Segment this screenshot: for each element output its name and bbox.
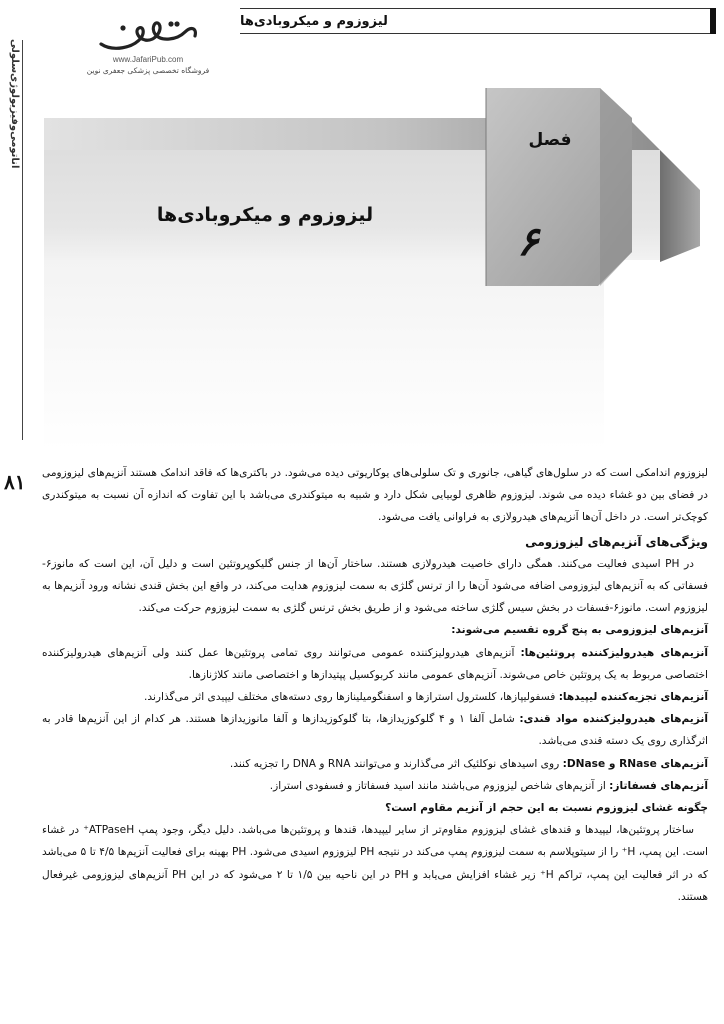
chapter-banner [0, 0, 724, 460]
intro-paragraph: لیزوزوم اندامکی است که در سلول‌های گیاهی، جانوری و تک سلولی‌های یوکاریوتی دیده می‌شود. در باکتری‌ها که فاقد اندامک هستند آنزیم‌های لیزوزومی در فضای بین دو غشاء دیده می شوند. لیزوزوم ظاهری لوبیایی شکل دارد و شبیه به میتوکندری می‌باشد با این تفاوت که اندازه آن نسبت به میتوکندری کوچک‌تر است. در داخل آن‌ها آنزیم‌های هیدرولازی به فراوانی یافت می‌شود. [42, 467, 708, 524]
protein-enzymes-text: آنزیم‌های هیدرولیزکننده عمومی می‌توانند روی تمامی پروتئین‌ها عمل کنند ولی آنزیم‌های هیدرولیزکننده اختصاصی مربوط به یک پروتئین خاص می‌شوند. آنزیم‌های عمومی مانند کربوکسیل پپتیدازها و اختصاصی مانند کلاژنازها. [42, 646, 708, 681]
side-book-title: آناتومی‌وفیزیولوژی‌سلولی [9, 38, 20, 168]
membrane-question: چگونه غشای لیزوزوم نسبت به این حجم از آنزیم مقاوم است؟ [385, 802, 708, 815]
nuclease-enzymes-text: روی اسیدهای نوکلئیک اثر می‌گذارند و می‌توانند RNA و DNA را تجزیه کنند. [229, 757, 563, 770]
chapter-number: ۶ [517, 218, 539, 265]
phosphatase-enzymes-label: آنزیم‌های فسفاتاز: [609, 779, 708, 792]
sugar-enzymes-item [42, 708, 708, 752]
publisher-tagline: فروشگاه تخصصی پزشکی جعفری نوین [86, 66, 210, 75]
sugar-enzymes-label: آنزیم‌های هیدرولیزکننده مواد قندی: [519, 713, 708, 726]
lipid-enzymes-label: آنزیم‌های تجزیه‌کننده لیپیدها: [558, 691, 708, 704]
enzyme-groups-title: آنزیم‌های لیزوزومی به پنج گروه تقسیم می‌شوند: [451, 624, 708, 637]
membrane-answer: ساختار پروتئین‌ها، لیپیدها و قندهای غشای لیزوزوم مقاوم‌تر از سایر لیپیدها، قندها و پروتئین‌ها می‌باشد. دلیل دیگر، وجود پمپ ATPaseH⁺ در غشاء است. این پمپ، H⁺ را از سیتوپلاسم به سمت لیزوزوم پمپ می‌کند در نتیجه PH لیزوزوم اسیدی می‌شود. PH بهینه برای فعالیت آنزیم‌ها ۴/۵ تا ۵ می‌باشد که در اثر فعالیت این پمپ، تراکم H⁺ زیر غشاء افزایش می‌یابد و PH در این ناحیه بین ۱/۵ تا ۲ می‌شود که در این PH آنزیم‌های لیزوزومی غیرفعال هستند. [42, 824, 709, 903]
sugar-enzymes-text: شامل آلفا ۱ و ۴ گلوکوزیدازها، بتا گلوکوزیدازها و آلفا مانوزیدازها هستند. هر کدام از این آنزیم‌ها قادر به اثرگذاری روی یک دسته قندی می‌باشد. [42, 713, 708, 748]
page-number: ۸۱ [4, 470, 26, 494]
phosphatase-enzymes-text: از آنزیم‌های شاخص لیزوزوم می‌باشند مانند اسید فسفاتاز و فسفودی استراز. [269, 779, 610, 792]
protein-enzymes-item [42, 642, 708, 686]
chapter-body [42, 462, 708, 908]
chapter-title: لیزوزوم و میکروبادی‌ها [156, 204, 374, 226]
enzymes-paragraph: در PH اسیدی فعالیت می‌کنند. همگی دارای خاصیت هیدرولازی هستند. ساختار آن‌ها از جنس گلیکوپروتئین است و دلیل آن، این است که مانوز۶-فسفاتی که به آنزیم‌های لیزوزومی اضافه می‌شود آن‌ها را از ترنس گلژی به سمت لیزوزوم هدایت می‌کند، در واقع این بخش قندی نشانه ورود آنزیم‌ها به لیزوزوم است. مانوز۶-فسفات در بخش سیس گلژی ساخته می‌شود و از طریق بخش ترنس گلژی به سمت لیزوزوم حرکت می‌کند. [42, 557, 708, 615]
protein-enzymes-label: آنزیم‌های هیدرولیزکننده پروتئین‌ها: [520, 646, 708, 659]
lipid-enzymes-text: فسفولیپازها، کلسترول استرازها و اسفنگومیلینازها روی دسته‌های مختلف لیپیدی اثر می‌گذارند. [144, 691, 559, 704]
publisher-url: www.JafariPub.com [112, 55, 184, 64]
phosphatase-enzymes-item [42, 775, 708, 797]
nuclease-enzymes-label: آنزیم‌های RNase و DNase: [562, 757, 708, 770]
nuclease-enzymes-item [42, 753, 708, 775]
section-heading-enzymes: ویژگی‌های آنزیم‌های لیزوزومی [525, 534, 708, 549]
lipid-enzymes-item [42, 686, 708, 708]
chapter-label: فصل [528, 130, 572, 150]
running-header-title: لیزوزوم و میکروبادی‌ها [240, 13, 388, 29]
